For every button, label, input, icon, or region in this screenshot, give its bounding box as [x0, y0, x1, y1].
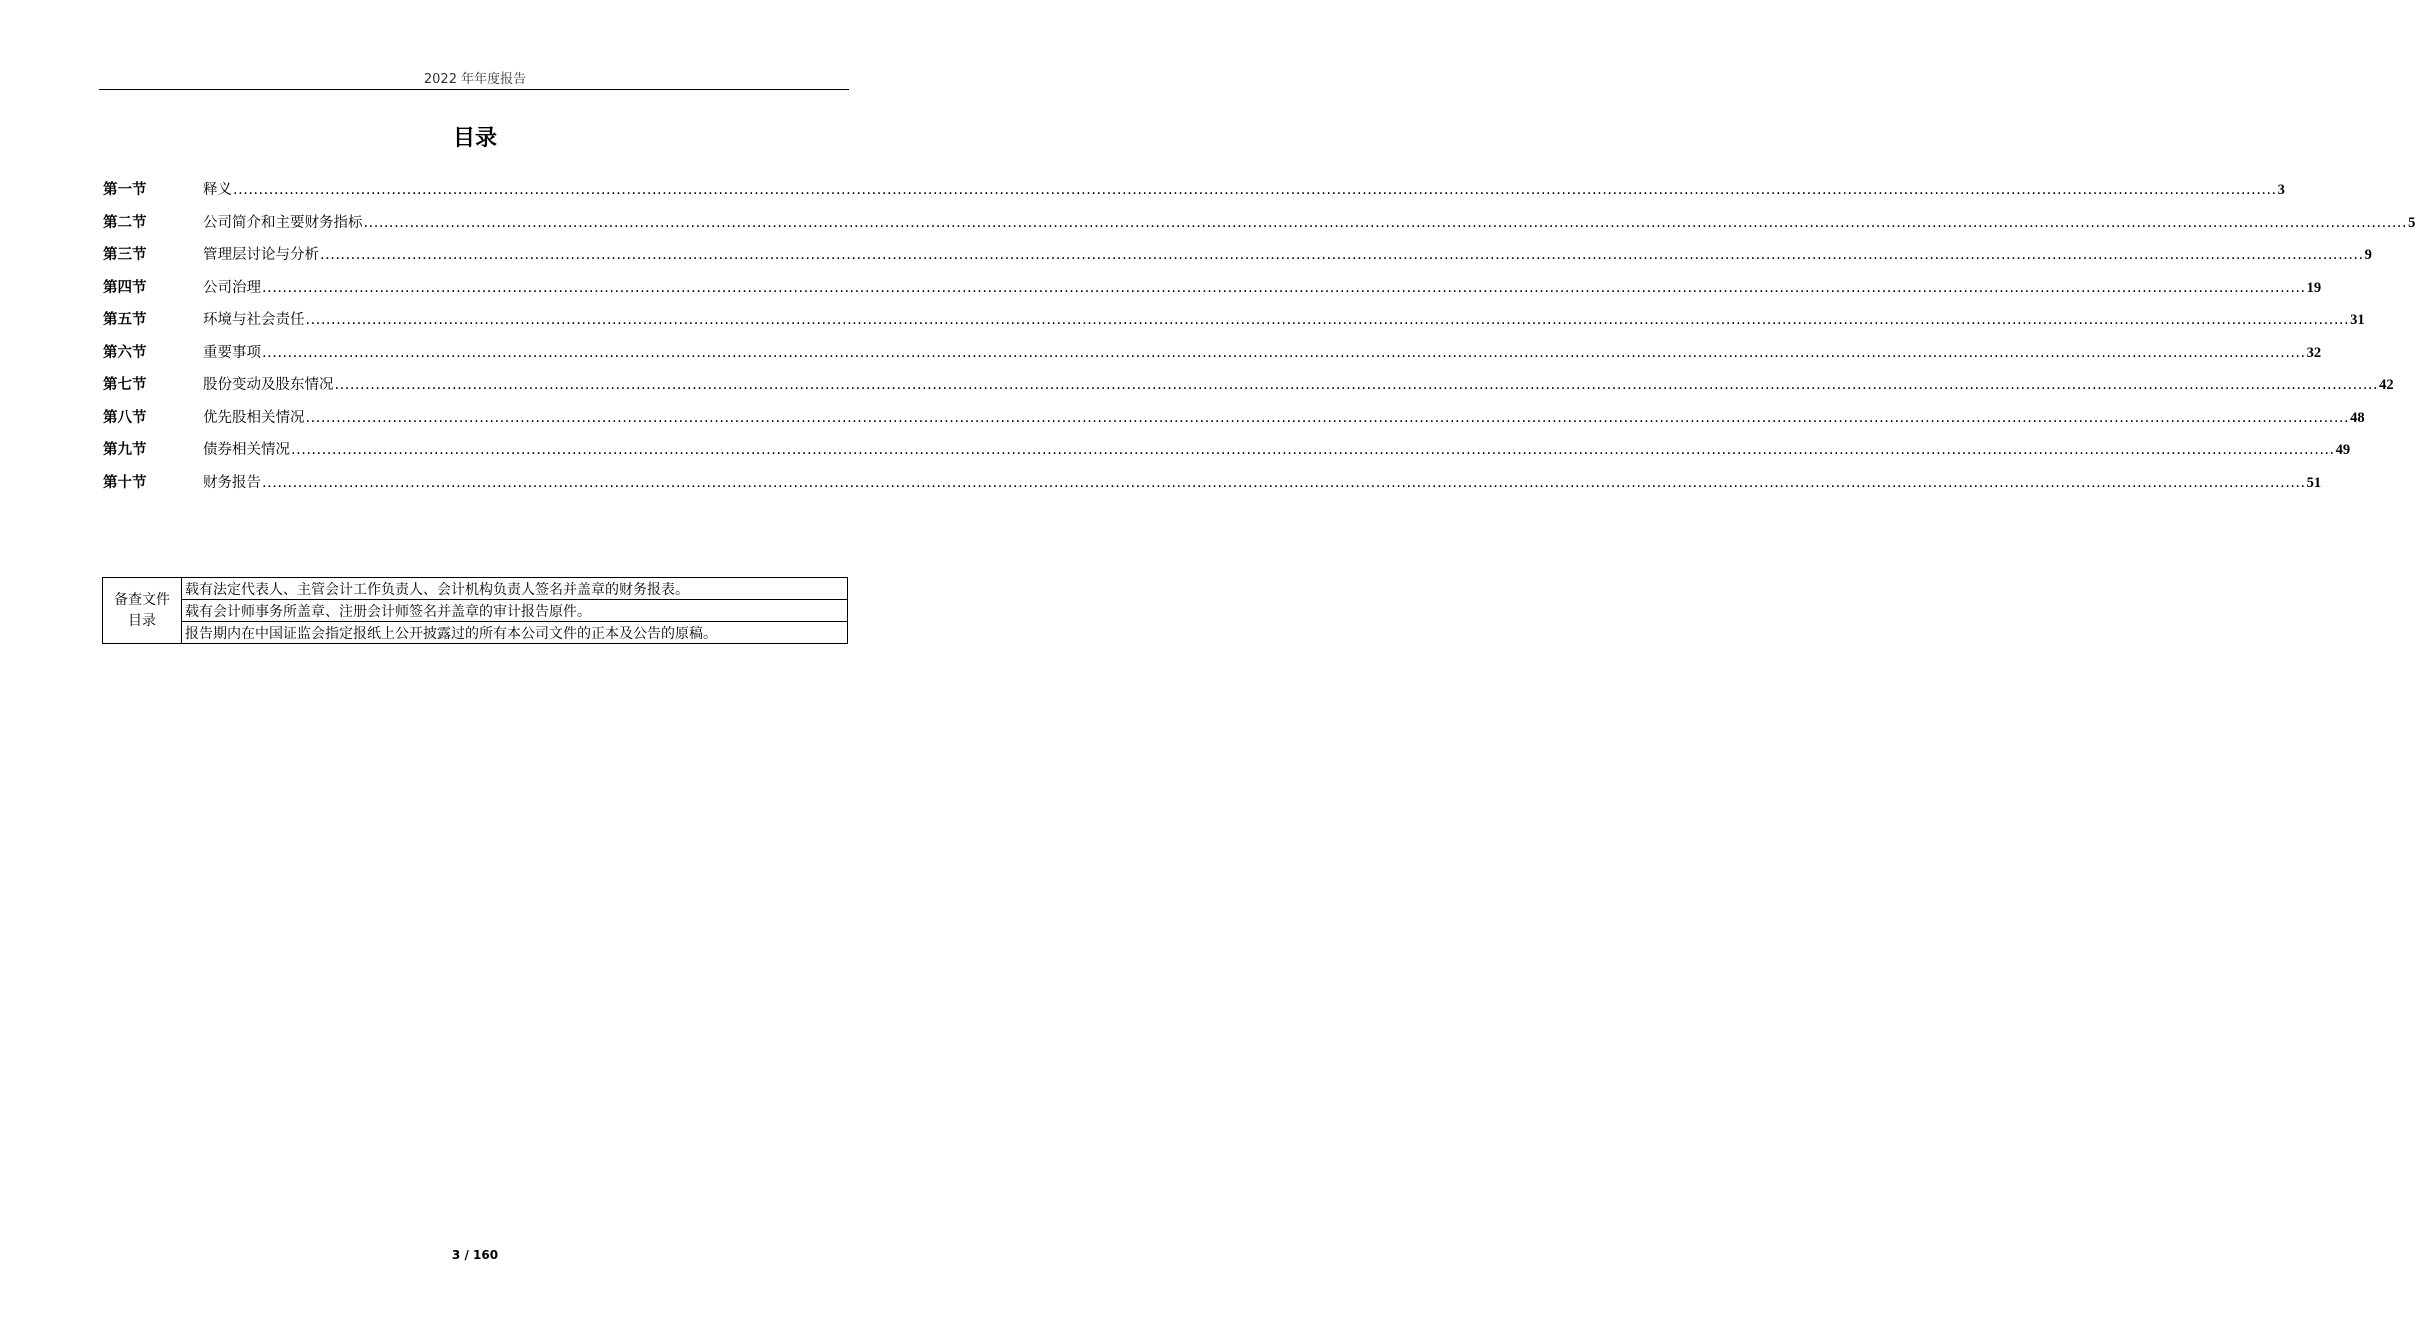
table-row	[103, 622, 848, 644]
header-rule	[99, 89, 849, 90]
toc-section-number: 第六节	[103, 344, 147, 361]
toc-page-number: 3	[2277, 182, 2285, 198]
toc-leader-dots: ................................................................................................................................................................................................................................................................................................................................................................................................................	[262, 344, 2306, 361]
toc-page-number: 19	[2306, 279, 2322, 296]
toc-section-title: 环境与社会责任	[203, 312, 305, 328]
toc-section-number: 第七节	[103, 377, 147, 393]
toc-leader-dots: ................................................................................................................................................................................................................................................................................................................................................................................................................	[233, 182, 2277, 198]
toc-page-number: 9	[2364, 247, 2372, 263]
toc-page-number: 49	[2335, 442, 2351, 458]
toc-section-title: 公司简介和主要财务指标	[203, 214, 363, 231]
toc-leader-dots: ................................................................................................................................................................................................................................................................................................................................................................................................................	[262, 474, 2306, 491]
toc-entry[interactable]	[103, 341, 2322, 374]
toc-title: 目录	[452, 126, 497, 151]
running-header: 2022 年年度报告	[423, 72, 527, 87]
toc-section-title: 优先股相关情况	[203, 409, 305, 426]
toc-page-number: 48	[2350, 409, 2365, 426]
toc-entry[interactable]	[103, 373, 2394, 406]
toc-entry[interactable]	[103, 308, 2365, 341]
toc-page-number: 51	[2306, 474, 2322, 491]
toc-page-number: 32	[2306, 344, 2322, 361]
toc-leader-dots: ................................................................................................................................................................................................................................................................................................................................................................................................................	[262, 279, 2306, 296]
toc-entry[interactable]	[103, 211, 2415, 244]
toc-section-title: 财务报告	[203, 474, 261, 491]
toc-section-number: 第二节	[103, 214, 147, 231]
toc-section-number: 第九节	[103, 442, 147, 458]
toc-leader-dots: ................................................................................................................................................................................................................................................................................................................................................................................................................	[291, 442, 2335, 458]
toc-leader-dots: ................................................................................................................................................................................................................................................................................................................................................................................................................	[363, 214, 2408, 231]
toc-section-number: 第十节	[103, 474, 147, 491]
page-number: 3 / 160	[451, 1248, 499, 1262]
toc-leader-dots: ................................................................................................................................................................................................................................................................................................................................................................................................................	[305, 409, 2350, 426]
toc-leader-dots: ................................................................................................................................................................................................................................................................................................................................................................................................................	[320, 247, 2364, 263]
toc-section-title: 重要事项	[203, 344, 261, 361]
table-row	[103, 600, 848, 622]
toc-leader-dots: ................................................................................................................................................................................................................................................................................................................................................................................................................	[305, 312, 2350, 328]
toc-section-number: 第八节	[103, 409, 147, 426]
toc-section-number: 第一节	[103, 182, 147, 198]
toc-leader-dots: ................................................................................................................................................................................................................................................................................................................................................................................................................	[334, 377, 2379, 393]
toc-page-number: 5	[2408, 214, 2415, 231]
reference-docs-label-line2: 目录	[128, 612, 156, 629]
reference-doc-item: 载有会计师事务所盖章、注册会计师签名并盖章的审计报告原件。	[182, 600, 848, 622]
toc-page-number: 31	[2350, 312, 2365, 328]
reference-documents-table	[102, 577, 848, 644]
toc-section-title: 公司治理	[203, 279, 261, 296]
toc-section-number: 第四节	[103, 279, 147, 296]
toc-section-title: 管理层讨论与分析	[203, 247, 319, 263]
toc-section-number: 第三节	[103, 247, 147, 263]
toc-section-title: 释义	[203, 182, 232, 198]
reference-doc-item: 载有法定代表人、主管会计工作负责人、会计机构负责人签名并盖章的财务报表。	[182, 578, 848, 600]
toc-section-title: 债券相关情况	[203, 442, 290, 458]
toc-page-number: 42	[2379, 377, 2394, 393]
table-of-contents	[103, 178, 2415, 503]
reference-doc-item: 报告期内在中国证监会指定报纸上公开披露过的所有本公司文件的正本及公告的原稿。	[182, 622, 848, 644]
toc-entry[interactable]	[103, 178, 2285, 211]
toc-entry[interactable]	[103, 243, 2372, 276]
reference-docs-label-line1: 备查文件	[114, 591, 170, 608]
toc-entry[interactable]	[103, 471, 2322, 504]
toc-entry[interactable]	[103, 406, 2365, 439]
toc-section-number: 第五节	[103, 312, 147, 328]
reference-docs-label	[103, 578, 182, 644]
toc-section-title: 股份变动及股东情况	[203, 377, 334, 393]
toc-entry[interactable]	[103, 276, 2322, 309]
toc-entry[interactable]	[103, 438, 2351, 471]
table-row	[103, 578, 848, 600]
